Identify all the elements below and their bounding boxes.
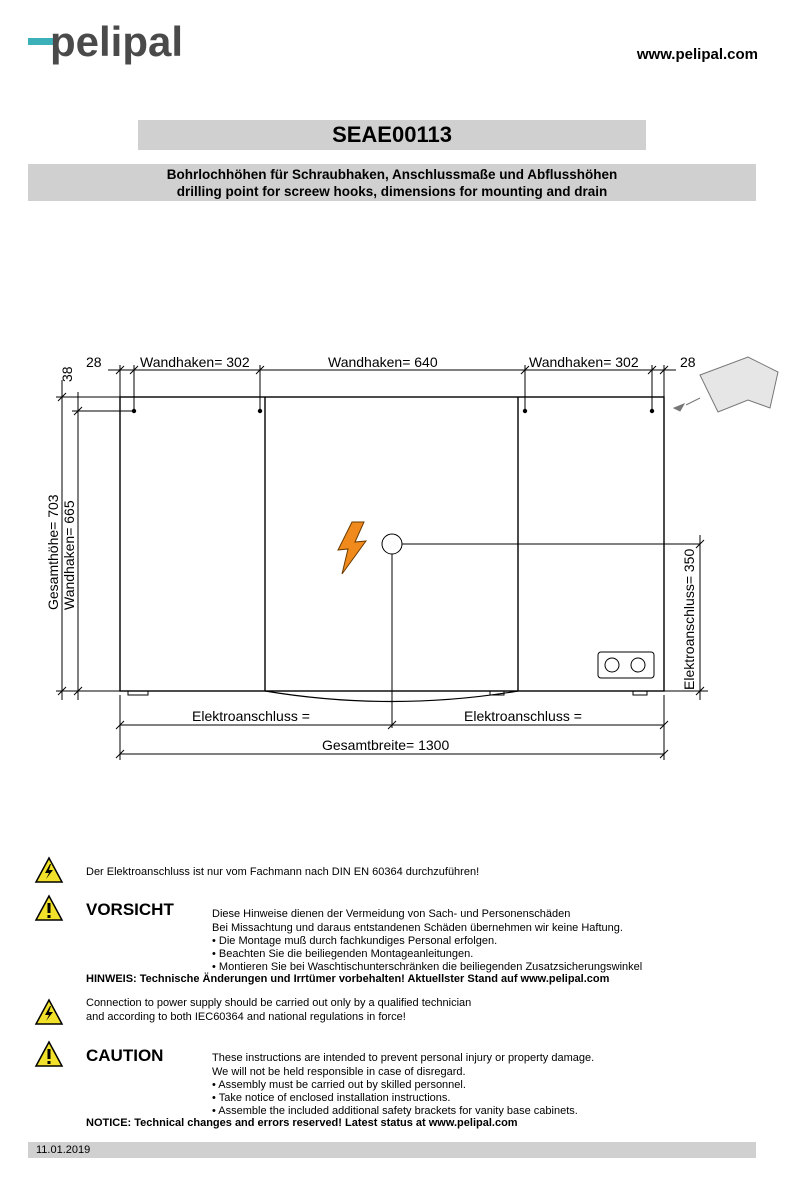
de-electric-note: Der Elektroanschluss ist nur vom Fachmann nach DIN EN 60364 durchzuführen! <box>86 866 480 878</box>
dim-elektro-vert: Elektroanschluss= 350 <box>681 548 697 690</box>
dim-wandhaken-right: Wandhaken= 302 <box>529 354 639 370</box>
dim-left-28: 28 <box>86 354 102 370</box>
dim-wandhaken-mid: Wandhaken= 640 <box>328 354 438 370</box>
caution-title: CAUTION <box>86 1046 164 1065</box>
technical-drawing <box>0 330 808 770</box>
caution-line-1: These instructions are intended to prevent personal injury or property damage. <box>212 1052 595 1064</box>
socket-right <box>631 658 645 672</box>
vorsicht-line-3: • Die Montage muß durch fachkundiges Personal erfolgen. <box>212 935 498 947</box>
vorsicht-title: VORSICHT <box>86 900 174 919</box>
vorsicht-line-2: Bei Missachtung und daraus entstandenen Schäden übernehmen wir keine Haftung. <box>212 922 623 934</box>
lightning-icon <box>338 522 366 574</box>
subtitle-bar <box>28 164 756 201</box>
caution-warning-icon <box>34 1040 64 1068</box>
hinweis-note: HINWEIS: Technische Änderungen und Irrtümer vorbehalten! Aktuellster Stand auf www.pelipal.com <box>86 973 610 985</box>
dim-wandhaken-vert: Wandhaken= 665 <box>61 500 77 610</box>
model-title: SEAE00113 <box>138 120 646 150</box>
notice-note: NOTICE: Technical changes and errors reserved! Latest status at www.pelipal.com <box>86 1117 518 1129</box>
socket-box <box>598 652 654 678</box>
dim-elektro-left: Elektroanschluss = <box>192 708 310 724</box>
en-electric-note-2: and according to both IEC60364 and national regulations in force! <box>86 1011 406 1023</box>
electro-circle <box>382 534 402 554</box>
dim-wandhaken-left: Wandhaken= 302 <box>140 354 250 370</box>
dim-elektro-right: Elektroanschluss = <box>464 708 582 724</box>
caution-line-2: We will not be held responsible in case of disregard. <box>212 1066 466 1078</box>
dim-gesamtbreite: Gesamtbreite= 1300 <box>322 737 450 753</box>
subtitle-en: drilling point for screew hooks, dimensions for mounting and drain <box>176 184 608 199</box>
vorsicht-line-4: • Beachten Sie die beiliegenden Montageanleitungen. <box>212 948 474 960</box>
electric-warning-icon-en <box>34 998 64 1026</box>
dim-38: 38 <box>59 366 75 382</box>
dim-gesamthoehe: Gesamthöhe= 703 <box>45 494 61 610</box>
brand-text: pelipal <box>50 18 184 65</box>
pelipal-logo <box>28 16 198 80</box>
vorsicht-line-5: • Montieren Sie bei Waschtischunterschränken die beiliegenden Zusatzsicherungswinkel <box>212 961 643 973</box>
vorsicht-line-1: Diese Hinweise dienen der Vermeidung von Sach- und Personenschäden <box>212 908 571 920</box>
vorsicht-warning-icon <box>34 894 64 922</box>
website-link[interactable]: www.pelipal.com <box>636 46 758 63</box>
footer-date: 11.01.2019 <box>28 1142 756 1158</box>
electric-warning-icon <box>34 856 64 884</box>
logo-graphic <box>28 16 198 80</box>
caution-line-5: • Assemble the included additional safety brackets for vanity base cabinets. <box>212 1105 578 1117</box>
caution-line-3: • Assembly must be carried out by skilled personnel. <box>212 1079 466 1091</box>
dim-right-28: 28 <box>680 354 696 370</box>
caution-line-4: • Take notice of enclosed installation instructions. <box>212 1092 451 1104</box>
subtitle-de: Bohrlochhöhen für Schraubhaken, Anschlussmaße und Abflusshöhen <box>166 167 618 182</box>
socket-left <box>605 658 619 672</box>
en-electric-note-1: Connection to power supply should be carried out only by a qualified technician <box>86 997 472 1009</box>
